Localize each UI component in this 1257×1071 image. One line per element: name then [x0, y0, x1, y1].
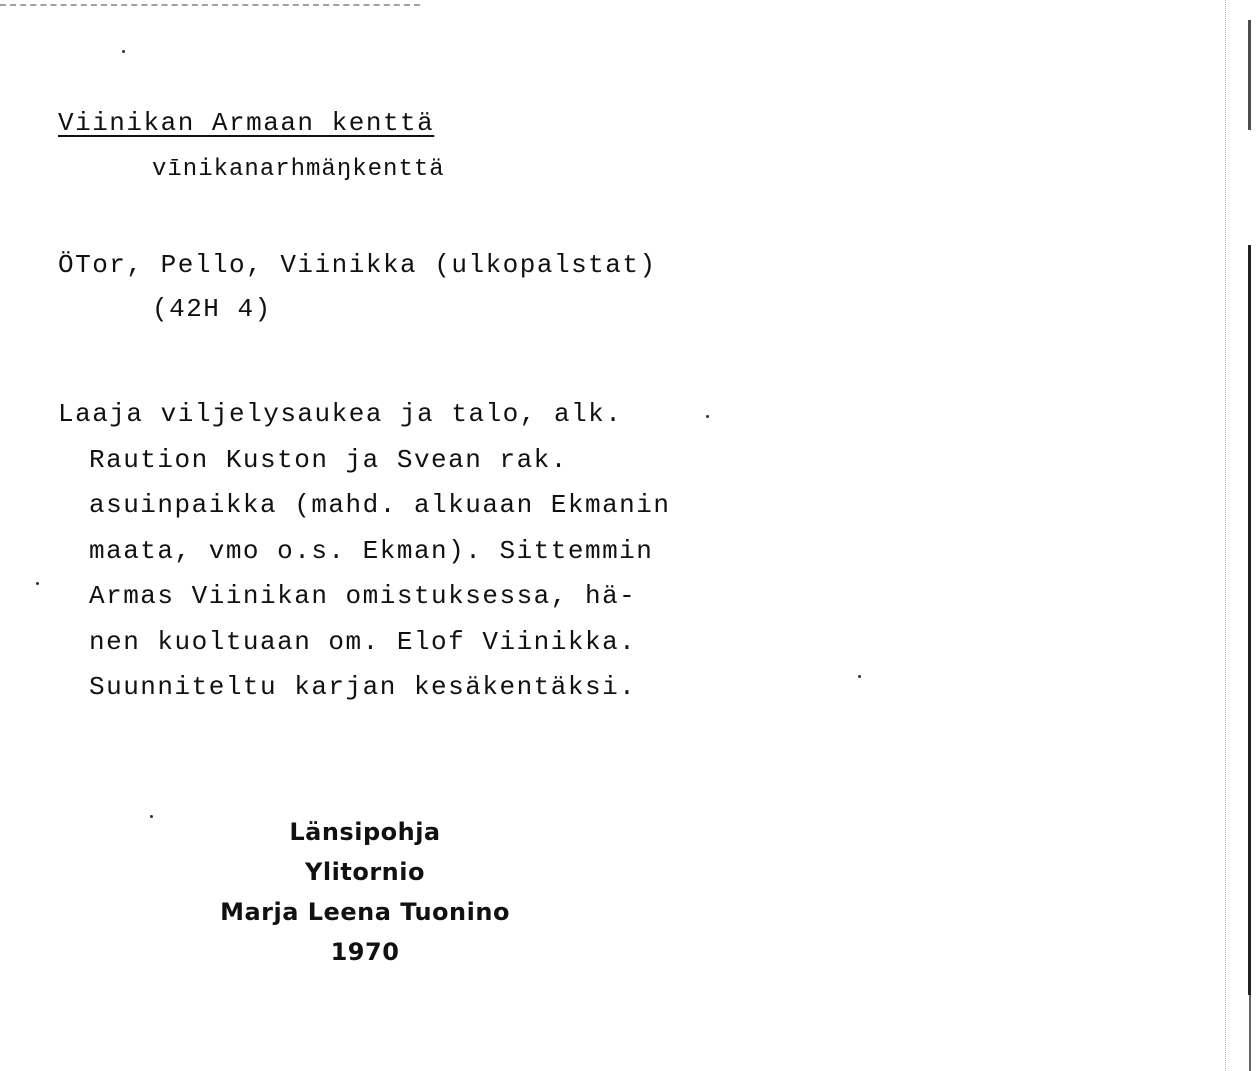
description-line: asuinpaikka (mahd. alkuaan Ekmanin: [89, 490, 671, 520]
stamp-year: 1970: [330, 938, 400, 966]
stamp-parish: Ylitornio: [305, 858, 425, 886]
scan-speck: [36, 582, 39, 585]
description-line: Armas Viinikan omistuksessa, hä-: [89, 581, 637, 611]
scan-artifact-faint-edge: [1225, 0, 1227, 1071]
scan-speck: [122, 50, 125, 53]
scan-artifact-edge: [1248, 245, 1251, 995]
description-line: maata, vmo o.s. Ekman). Sittemmin: [89, 535, 654, 566]
scan-speck: [858, 675, 861, 678]
stamp-collector: Marja Leena Tuonino: [220, 898, 510, 926]
phonetic-transcription: vīnikanarhmäŋkenttä: [152, 156, 445, 183]
scan-speck: [150, 815, 153, 818]
description-block: [58, 392, 671, 711]
map-reference: (42H 4): [152, 294, 272, 324]
collector-stamp: [195, 812, 535, 972]
scan-artifact-edge: [1248, 20, 1251, 130]
scan-artifact-top: [0, 4, 420, 12]
description-line: nen kuoltuaan om. Elof Viinikka.: [89, 626, 637, 657]
description-line: Suunniteltu karjan kesäkentäksi.: [89, 672, 637, 702]
scan-artifact-edge: [1249, 995, 1251, 1071]
place-name-title: Viinikan Armaan kenttä: [58, 108, 435, 138]
description-line: Laaja viljelysaukea ja talo, alk.: [58, 399, 623, 429]
scan-speck: [706, 415, 709, 418]
location-line: ÖTor, Pello, Viinikka (ulkopalstat): [58, 250, 657, 280]
stamp-region: Länsipohja: [289, 818, 441, 846]
description-line: Raution Kuston ja Svean rak.: [89, 444, 568, 475]
